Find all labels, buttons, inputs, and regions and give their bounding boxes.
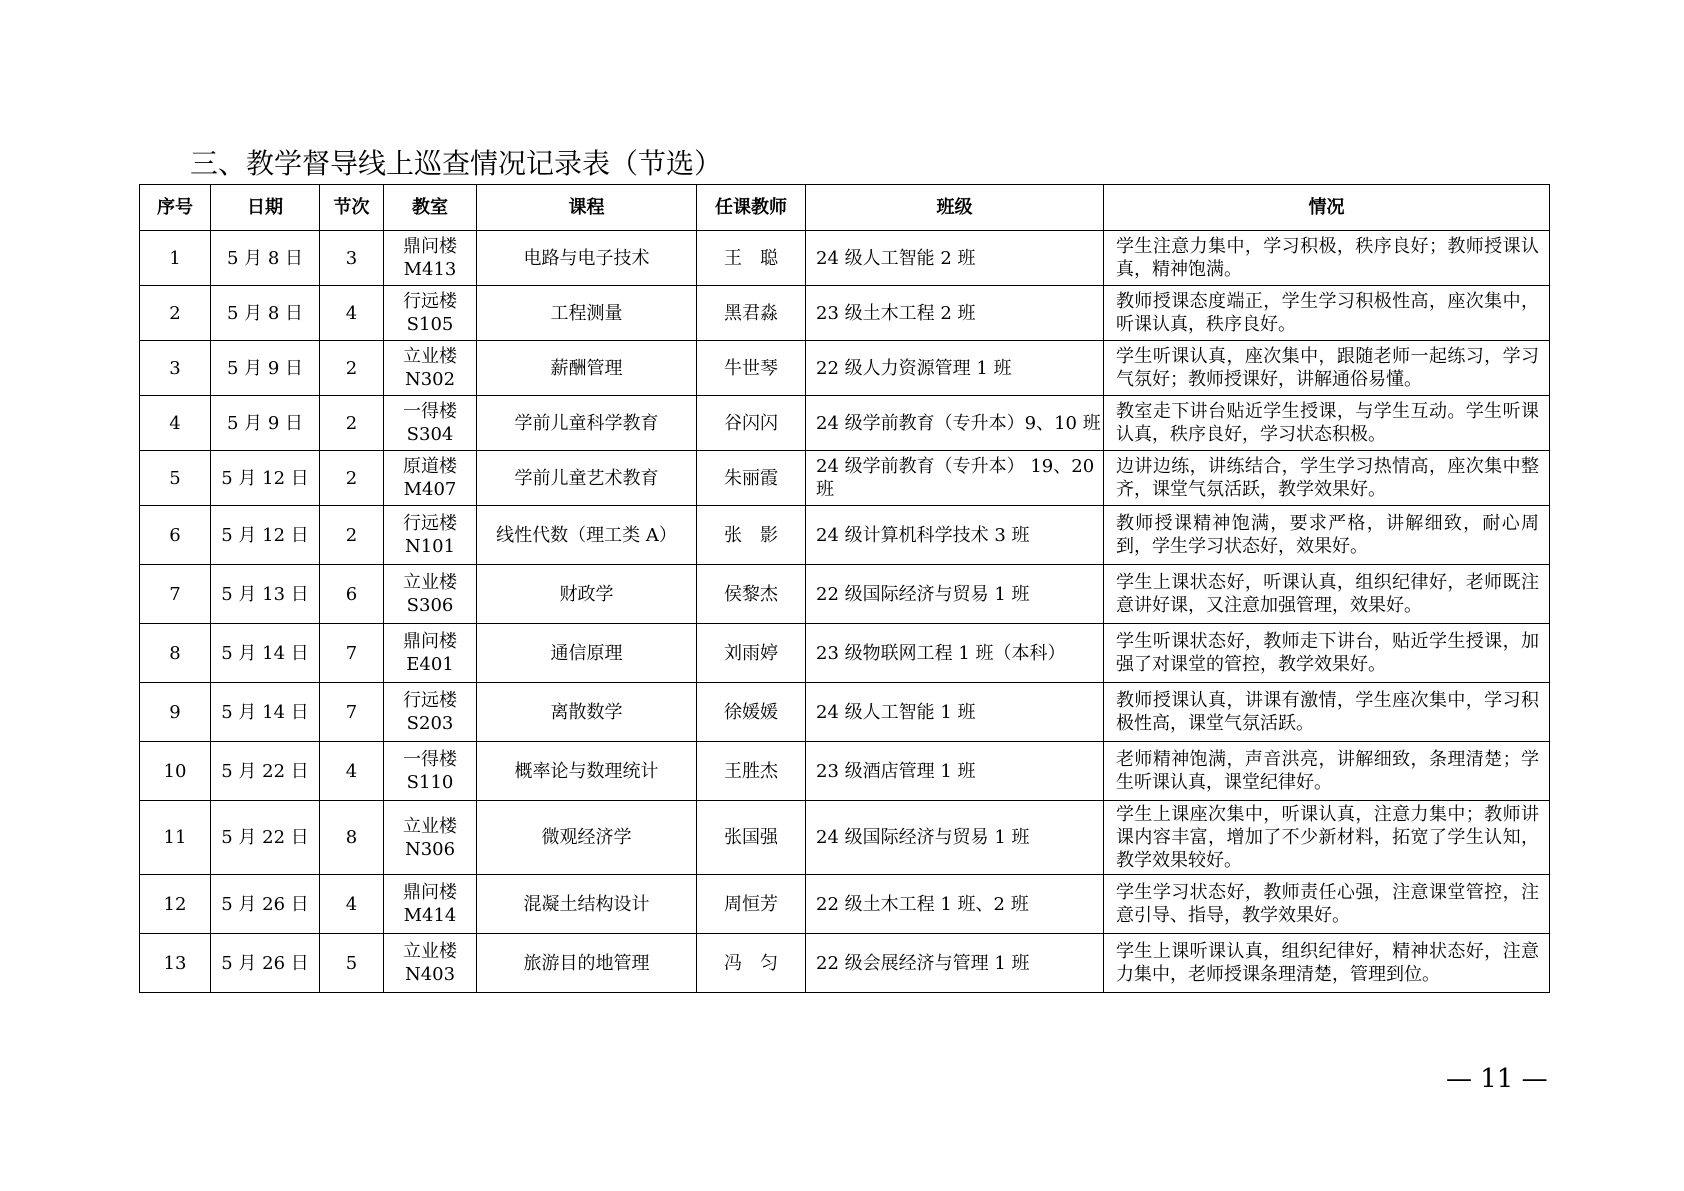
cell-room xyxy=(384,742,477,801)
cell-period: 4 xyxy=(320,742,384,801)
cell-period: 2 xyxy=(320,506,384,565)
cell-teacher: 王 聪 xyxy=(697,231,806,286)
cell-course: 通信原理 xyxy=(477,624,697,683)
cell-no: 7 xyxy=(140,565,211,624)
cell-no: 9 xyxy=(140,683,211,742)
room-building: 行远楼 xyxy=(403,291,457,312)
room-code: S304 xyxy=(406,424,454,445)
cell-situation: 学生上课状态好，听课认真，组织纪律好，老师既注意讲好课，又注意加强管理，效果好。 xyxy=(1104,565,1550,624)
cell-period: 2 xyxy=(320,341,384,396)
cell-class: 23 级酒店管理 1 班 xyxy=(806,742,1104,801)
cell-period: 2 xyxy=(320,396,384,451)
cell-date: 5 月 13 日 xyxy=(211,565,320,624)
cell-course: 微观经济学 xyxy=(477,801,697,875)
room-code: M413 xyxy=(403,259,457,280)
cell-period: 8 xyxy=(320,801,384,875)
cell-course: 线性代数（理工类 A） xyxy=(477,506,697,565)
cell-course: 概率论与数理统计 xyxy=(477,742,697,801)
cell-class: 24 级学前教育（专升本）9、10 班 xyxy=(806,396,1104,451)
table-row xyxy=(140,451,1550,506)
header-room: 教室 xyxy=(384,185,477,231)
room-building: 一得楼 xyxy=(403,401,457,422)
cell-room xyxy=(384,506,477,565)
cell-room xyxy=(384,565,477,624)
table-row xyxy=(140,934,1550,993)
room-building: 立业楼 xyxy=(403,941,457,962)
room-code: M407 xyxy=(403,479,457,500)
cell-situation: 教室走下讲台贴近学生授课，与学生互动。学生听课认真，秩序良好，学习状态积极。 xyxy=(1104,396,1550,451)
cell-teacher: 刘雨婷 xyxy=(697,624,806,683)
room-code: S110 xyxy=(406,772,454,793)
table-row xyxy=(140,286,1550,341)
cell-situation: 老师精神饱满，声音洪亮，讲解细致，条理清楚；学生听课认真，课堂纪律好。 xyxy=(1104,742,1550,801)
header-situation: 情况 xyxy=(1104,185,1550,231)
room-building: 行远楼 xyxy=(403,513,457,534)
header-no: 序号 xyxy=(140,185,211,231)
room-code: S105 xyxy=(406,314,454,335)
cell-date: 5 月 26 日 xyxy=(211,875,320,934)
room-building: 鼎问楼 xyxy=(403,631,457,652)
cell-course: 学前儿童科学教育 xyxy=(477,396,697,451)
header-course: 课程 xyxy=(477,185,697,231)
cell-course: 混凝土结构设计 xyxy=(477,875,697,934)
room-building: 鼎问楼 xyxy=(403,236,457,257)
cell-room xyxy=(384,683,477,742)
table-row xyxy=(140,742,1550,801)
cell-class: 24 级人工智能 1 班 xyxy=(806,683,1104,742)
cell-class: 24 级人工智能 2 班 xyxy=(806,231,1104,286)
table-row xyxy=(140,341,1550,396)
cell-date: 5 月 22 日 xyxy=(211,742,320,801)
cell-class: 23 级物联网工程 1 班（本科） xyxy=(806,624,1104,683)
cell-date: 5 月 14 日 xyxy=(211,624,320,683)
cell-date: 5 月 26 日 xyxy=(211,934,320,993)
room-code: S203 xyxy=(406,713,454,734)
cell-teacher: 牛世琴 xyxy=(697,341,806,396)
cell-teacher: 朱丽霞 xyxy=(697,451,806,506)
cell-date: 5 月 22 日 xyxy=(211,801,320,875)
cell-no: 8 xyxy=(140,624,211,683)
cell-date: 5 月 12 日 xyxy=(211,451,320,506)
table-row xyxy=(140,624,1550,683)
page-number: — 11 — xyxy=(1446,1064,1548,1094)
cell-period: 4 xyxy=(320,875,384,934)
header-date: 日期 xyxy=(211,185,320,231)
cell-period: 4 xyxy=(320,286,384,341)
cell-room xyxy=(384,934,477,993)
cell-situation: 学生上课听课认真，组织纪律好，精神状态好，注意力集中，老师授课条理清楚，管理到位。 xyxy=(1104,934,1550,993)
cell-date: 5 月 14 日 xyxy=(211,683,320,742)
cell-teacher: 周恒芳 xyxy=(697,875,806,934)
cell-class: 22 级人力资源管理 1 班 xyxy=(806,341,1104,396)
cell-room xyxy=(384,231,477,286)
cell-no: 13 xyxy=(140,934,211,993)
cell-date: 5 月 8 日 xyxy=(211,231,320,286)
cell-date: 5 月 12 日 xyxy=(211,506,320,565)
cell-course: 旅游目的地管理 xyxy=(477,934,697,993)
cell-no: 10 xyxy=(140,742,211,801)
room-building: 一得楼 xyxy=(403,749,457,770)
cell-class: 22 级会展经济与管理 1 班 xyxy=(806,934,1104,993)
room-code: N101 xyxy=(404,536,456,557)
room-building: 原道楼 xyxy=(403,456,457,477)
room-code: N403 xyxy=(404,964,456,985)
cell-teacher: 冯 匀 xyxy=(697,934,806,993)
cell-no: 2 xyxy=(140,286,211,341)
header-period: 节次 xyxy=(320,185,384,231)
cell-period: 2 xyxy=(320,451,384,506)
cell-no: 11 xyxy=(140,801,211,875)
room-building: 立业楼 xyxy=(403,346,457,367)
cell-situation: 边讲边练，讲练结合，学生学习热情高，座次集中整齐，课堂气氛活跃，教学效果好。 xyxy=(1104,451,1550,506)
room-code: N306 xyxy=(404,838,456,860)
table-row xyxy=(140,506,1550,565)
table-body xyxy=(140,231,1550,993)
cell-class: 23 级土木工程 2 班 xyxy=(806,286,1104,341)
header-teacher: 任课教师 xyxy=(697,185,806,231)
cell-class: 24 级计算机科学技术 3 班 xyxy=(806,506,1104,565)
room-building: 立业楼 xyxy=(403,572,457,593)
table-row xyxy=(140,801,1550,875)
cell-no: 4 xyxy=(140,396,211,451)
cell-date: 5 月 9 日 xyxy=(211,341,320,396)
cell-room xyxy=(384,875,477,934)
cell-no: 3 xyxy=(140,341,211,396)
cell-date: 5 月 9 日 xyxy=(211,396,320,451)
cell-no: 1 xyxy=(140,231,211,286)
cell-period: 5 xyxy=(320,934,384,993)
table-row xyxy=(140,683,1550,742)
cell-situation: 教师授课认真，讲课有激情，学生座次集中，学习积极性高，课堂气氛活跃。 xyxy=(1104,683,1550,742)
cell-teacher: 侯黎杰 xyxy=(697,565,806,624)
cell-no: 6 xyxy=(140,506,211,565)
cell-situation: 教师授课态度端正，学生学习积极性高，座次集中，听课认真，秩序良好。 xyxy=(1104,286,1550,341)
cell-teacher: 黑君淼 xyxy=(697,286,806,341)
room-code: S306 xyxy=(406,595,454,616)
cell-class: 22 级国际经济与贸易 1 班 xyxy=(806,565,1104,624)
table-row xyxy=(140,875,1550,934)
cell-teacher: 谷闪闪 xyxy=(697,396,806,451)
room-building: 行远楼 xyxy=(403,690,457,711)
cell-period: 7 xyxy=(320,624,384,683)
cell-teacher: 徐媛媛 xyxy=(697,683,806,742)
cell-class: 24 级国际经济与贸易 1 班 xyxy=(806,801,1104,875)
cell-course: 财政学 xyxy=(477,565,697,624)
table-row xyxy=(140,396,1550,451)
cell-period: 6 xyxy=(320,565,384,624)
room-code: E401 xyxy=(406,654,454,675)
cell-no: 5 xyxy=(140,451,211,506)
cell-teacher: 张国强 xyxy=(697,801,806,875)
cell-room xyxy=(384,624,477,683)
room-building: 鼎问楼 xyxy=(403,882,457,903)
cell-room xyxy=(384,801,477,875)
cell-course: 电路与电子技术 xyxy=(477,231,697,286)
cell-course: 学前儿童艺术教育 xyxy=(477,451,697,506)
header-class: 班级 xyxy=(806,185,1104,231)
cell-room xyxy=(384,286,477,341)
cell-class: 24 级学前教育（专升本） 19、20 班 xyxy=(806,451,1104,506)
cell-course: 工程测量 xyxy=(477,286,697,341)
table-header-row xyxy=(140,185,1550,231)
cell-room xyxy=(384,396,477,451)
cell-room xyxy=(384,341,477,396)
cell-situation: 学生听课状态好，教师走下讲台，贴近学生授课，加强了对课堂的管控，教学效果好。 xyxy=(1104,624,1550,683)
cell-teacher: 王胜杰 xyxy=(697,742,806,801)
cell-no: 12 xyxy=(140,875,211,934)
table-row xyxy=(140,565,1550,624)
cell-situation: 学生学习状态好，教师责任心强，注意课堂管控，注意引导、指导，教学效果好。 xyxy=(1104,875,1550,934)
cell-class: 22 级土木工程 1 班、2 班 xyxy=(806,875,1104,934)
cell-room xyxy=(384,451,477,506)
cell-course: 离散数学 xyxy=(477,683,697,742)
cell-situation: 学生听课认真，座次集中，跟随老师一起练习，学习气氛好；教师授课好，讲解通俗易懂。 xyxy=(1104,341,1550,396)
table-row xyxy=(140,231,1550,286)
cell-course: 薪酬管理 xyxy=(477,341,697,396)
cell-situation: 教师授课精神饱满，要求严格，讲解细致，耐心周到，学生学习状态好，效果好。 xyxy=(1104,506,1550,565)
room-code: N302 xyxy=(404,369,456,390)
cell-period: 3 xyxy=(320,231,384,286)
page-title: 三、教学督导线上巡查情况记录表（节选） xyxy=(190,147,723,180)
cell-situation: 学生上课座次集中，听课认真，注意力集中；教师讲课内容丰富，增加了不少新材料，拓宽了学生认知，教学效果较好。 xyxy=(1104,801,1550,875)
room-building: 立业楼 xyxy=(403,815,457,837)
inspection-record-table xyxy=(139,184,1550,993)
cell-date: 5 月 8 日 xyxy=(211,286,320,341)
cell-teacher: 张 影 xyxy=(697,506,806,565)
room-code: M414 xyxy=(403,905,457,926)
cell-period: 7 xyxy=(320,683,384,742)
cell-situation: 学生注意力集中，学习积极，秩序良好；教师授课认真，精神饱满。 xyxy=(1104,231,1550,286)
